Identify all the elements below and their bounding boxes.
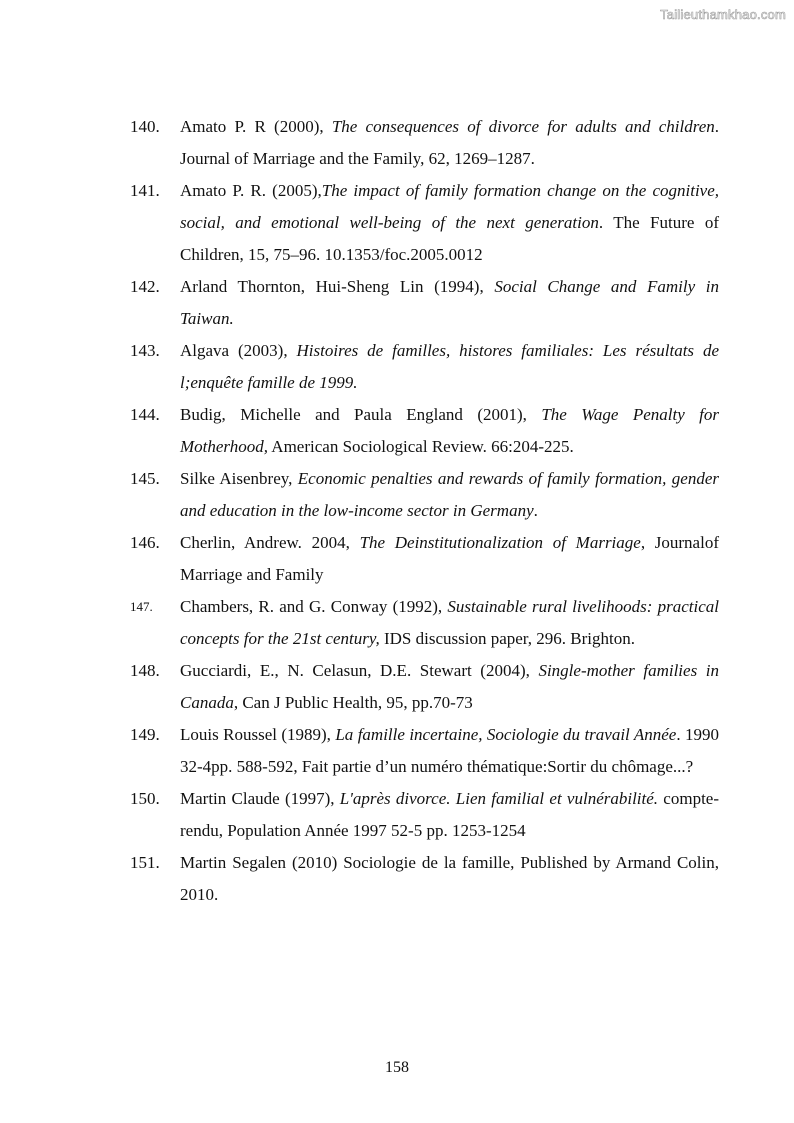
reference-segment: Silke Aisenbrey, <box>180 469 298 488</box>
reference-segment: Amato P. R. (2005), <box>180 181 322 200</box>
reference-segment: Chambers, R. and G. Conway (1992), <box>180 597 448 616</box>
reference-item <box>130 591 719 655</box>
reference-number: 145. <box>130 469 160 488</box>
reference-text <box>180 533 719 584</box>
reference-number: 143. <box>130 341 160 360</box>
watermark: Tailieuthamkhao.com <box>660 7 786 22</box>
reference-title: The consequences of divorce for adults and children <box>331 117 715 136</box>
reference-text <box>180 597 719 648</box>
reference-item <box>130 847 719 911</box>
reference-item <box>130 783 719 847</box>
reference-text <box>180 405 719 456</box>
reference-segment: Martin Claude (1997), <box>180 789 340 808</box>
reference-title: The Deinstitutionalization of Marriage <box>359 533 641 552</box>
reference-title: Histoires de familles, histores familiales: Les résultats de l;enquête famille de 1999. <box>180 341 720 392</box>
reference-title: La famille incertaine, Sociologie du travail Année <box>335 725 677 744</box>
reference-item <box>130 111 719 175</box>
reference-segment: IDS discussion paper, 296. Brighton. <box>379 629 635 648</box>
reference-segment: compte-rendu, Population Année 1997 52-5 pp. 1253-1254 <box>180 789 720 840</box>
reference-number: 144. <box>130 405 160 424</box>
reference-segment: . 1990 32-4pp. 588-592, Fait partie d’un numéro thématique:Sortir du chômage...? <box>180 725 719 776</box>
reference-segment: , Journalof Marriage and Family <box>180 533 719 584</box>
reference-title: The Wage Penalty for Motherhood, <box>180 405 720 456</box>
reference-number: 147. <box>130 599 153 614</box>
reference-item <box>130 175 719 271</box>
reference-segment: Martin Segalen (2010) Sociologie de la famille, Published by Armand Colin, 2010. <box>180 853 719 904</box>
reference-item <box>130 271 719 335</box>
page-number: 158 <box>385 1059 409 1076</box>
reference-segment: Amato P. R (2000), <box>180 117 332 136</box>
reference-number: 146. <box>130 533 160 552</box>
reference-number: 142. <box>130 277 160 296</box>
reference-title: The impact of family formation change on the cognitive, social, and emotional well-being of the next generation <box>180 181 720 232</box>
reference-item <box>130 335 719 399</box>
reference-segment: Cherlin, Andrew. 2004, <box>180 533 360 552</box>
reference-title: Single-mother families in Canada <box>180 661 719 712</box>
reference-segment: Gucciardi, E., N. Celasun, D.E. Stewart (2004), <box>180 661 539 680</box>
reference-text <box>180 789 719 840</box>
reference-segment: Arland Thornton, Hui-Sheng Lin (1994), <box>180 277 495 296</box>
reference-item <box>130 527 719 591</box>
reference-number: 149. <box>130 725 160 744</box>
reference-text <box>180 341 719 392</box>
reference-item <box>130 399 719 463</box>
reference-item <box>130 719 719 783</box>
reference-segment: Algava (2003), <box>180 341 297 360</box>
reference-segment: . <box>533 501 538 520</box>
reference-number: 150. <box>130 789 160 808</box>
reference-segment: American Sociological Review. 66:204-225. <box>268 437 574 456</box>
reference-list <box>130 111 719 911</box>
reference-number: 148. <box>130 661 160 680</box>
reference-text <box>180 277 719 328</box>
reference-text <box>180 181 719 264</box>
reference-item <box>130 655 719 719</box>
reference-text <box>180 117 719 168</box>
reference-text <box>180 661 719 712</box>
reference-segment: Louis Roussel (1989), <box>180 725 336 744</box>
reference-item <box>130 463 719 527</box>
reference-title: Social Change and Family in Taiwan. <box>180 277 719 328</box>
reference-segment: , Can J Public Health, 95, pp.70-73 <box>233 693 473 712</box>
reference-segment: Budig, Michelle and Paula England (2001), <box>180 405 542 424</box>
reference-text <box>180 725 719 776</box>
reference-number: 151. <box>130 853 160 872</box>
reference-title: L'après divorce. Lien familial et vulnérabilité. <box>339 789 659 808</box>
reference-title: Sustainable rural livelihoods: practical concepts for the 21st century, <box>180 597 720 648</box>
reference-title: Economic penalties and rewards of family formation, gender and education in the low-income sector in Germany <box>180 469 719 520</box>
reference-text <box>180 469 719 520</box>
reference-text <box>180 853 719 904</box>
reference-number: 140. <box>130 117 160 136</box>
reference-segment: . The Future of Children, 15, 75–96. 10.1353/foc.2005.0012 <box>180 213 719 264</box>
reference-segment: . Journal of Marriage and the Family, 62, 1269–1287. <box>180 117 720 168</box>
reference-number: 141. <box>130 181 160 200</box>
